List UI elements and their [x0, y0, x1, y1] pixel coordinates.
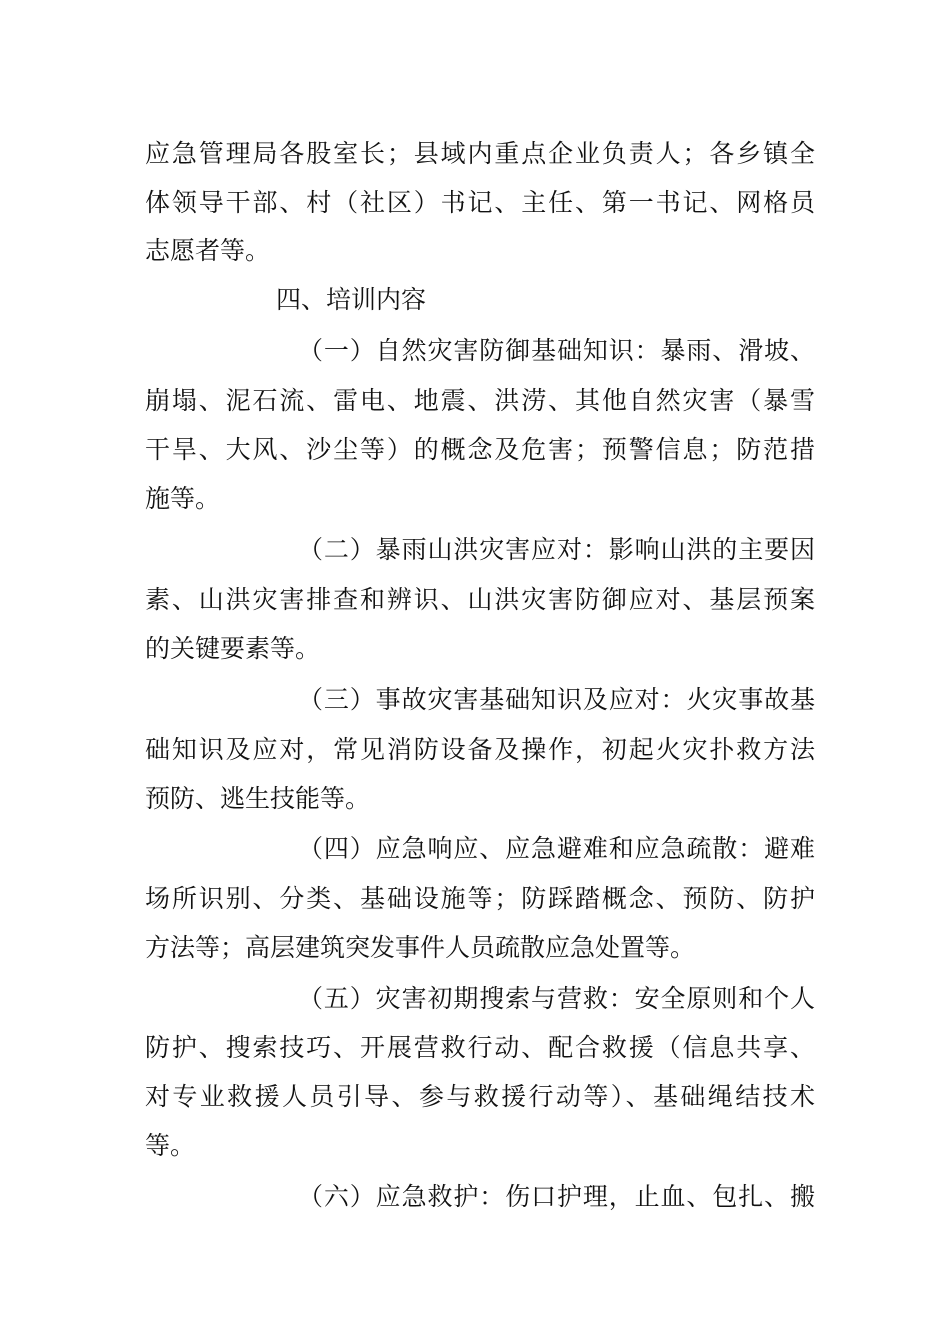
text-line: 崩塌、泥石流、雷电、地震、洪涝、其他自然灾害（暴雪 [145, 386, 815, 415]
text-line: （一）自然灾害防御基础知识：暴雨、滑坡、 [298, 336, 815, 365]
text-line: （五）灾害初期搜索与营救：安全原则和个人 [298, 984, 815, 1013]
text-line: 施等。 [145, 484, 221, 513]
text-line: 方法等；高层建筑突发事件人员疏散应急处置等。 [145, 933, 696, 962]
text-line: 应急管理局各股室长；县域内重点企业负责人；各乡镇全 [145, 139, 815, 168]
text-line: 体领导干部、村（社区）书记、主任、第一书记、网格员 [145, 188, 815, 217]
text-line: 预防、逃生技能等。 [145, 784, 371, 813]
text-line: 素、山洪灾害排查和辨识、山洪灾害防御应对、基层预案 [145, 585, 815, 614]
text-line: 础知识及应对，常见消防设备及操作，初起火灾扑救方法 [145, 735, 815, 764]
text-line: （三）事故灾害基础知识及应对：火灾事故基 [298, 685, 815, 714]
text-line: 的关键要素等。 [145, 634, 321, 663]
text-line: 志愿者等。 [145, 236, 271, 265]
text-line: 场所识别、分类、基础设施等；防踩踏概念、预防、防护 [145, 884, 815, 913]
text-line: （六）应急救护：伤口护理，止血、包扎、搬 [298, 1182, 815, 1211]
text-line: 干旱、大风、沙尘等）的概念及危害；预警信息；防范措 [145, 435, 815, 464]
text-line: 等。 [145, 1131, 196, 1160]
text-line: （二）暴雨山洪灾害应对：影响山洪的主要因 [298, 535, 815, 564]
text-line: （四）应急响应、应急避难和应急疏散：避难 [298, 834, 815, 863]
text-line: 防护、搜索技巧、开展营救行动、配合救援（信息共享、 [145, 1033, 815, 1062]
section-heading: 四、培训内容 [276, 285, 427, 314]
text-line: 对专业救援人员引导、参与救援行动等）、基础绳结技术 [145, 1082, 815, 1111]
